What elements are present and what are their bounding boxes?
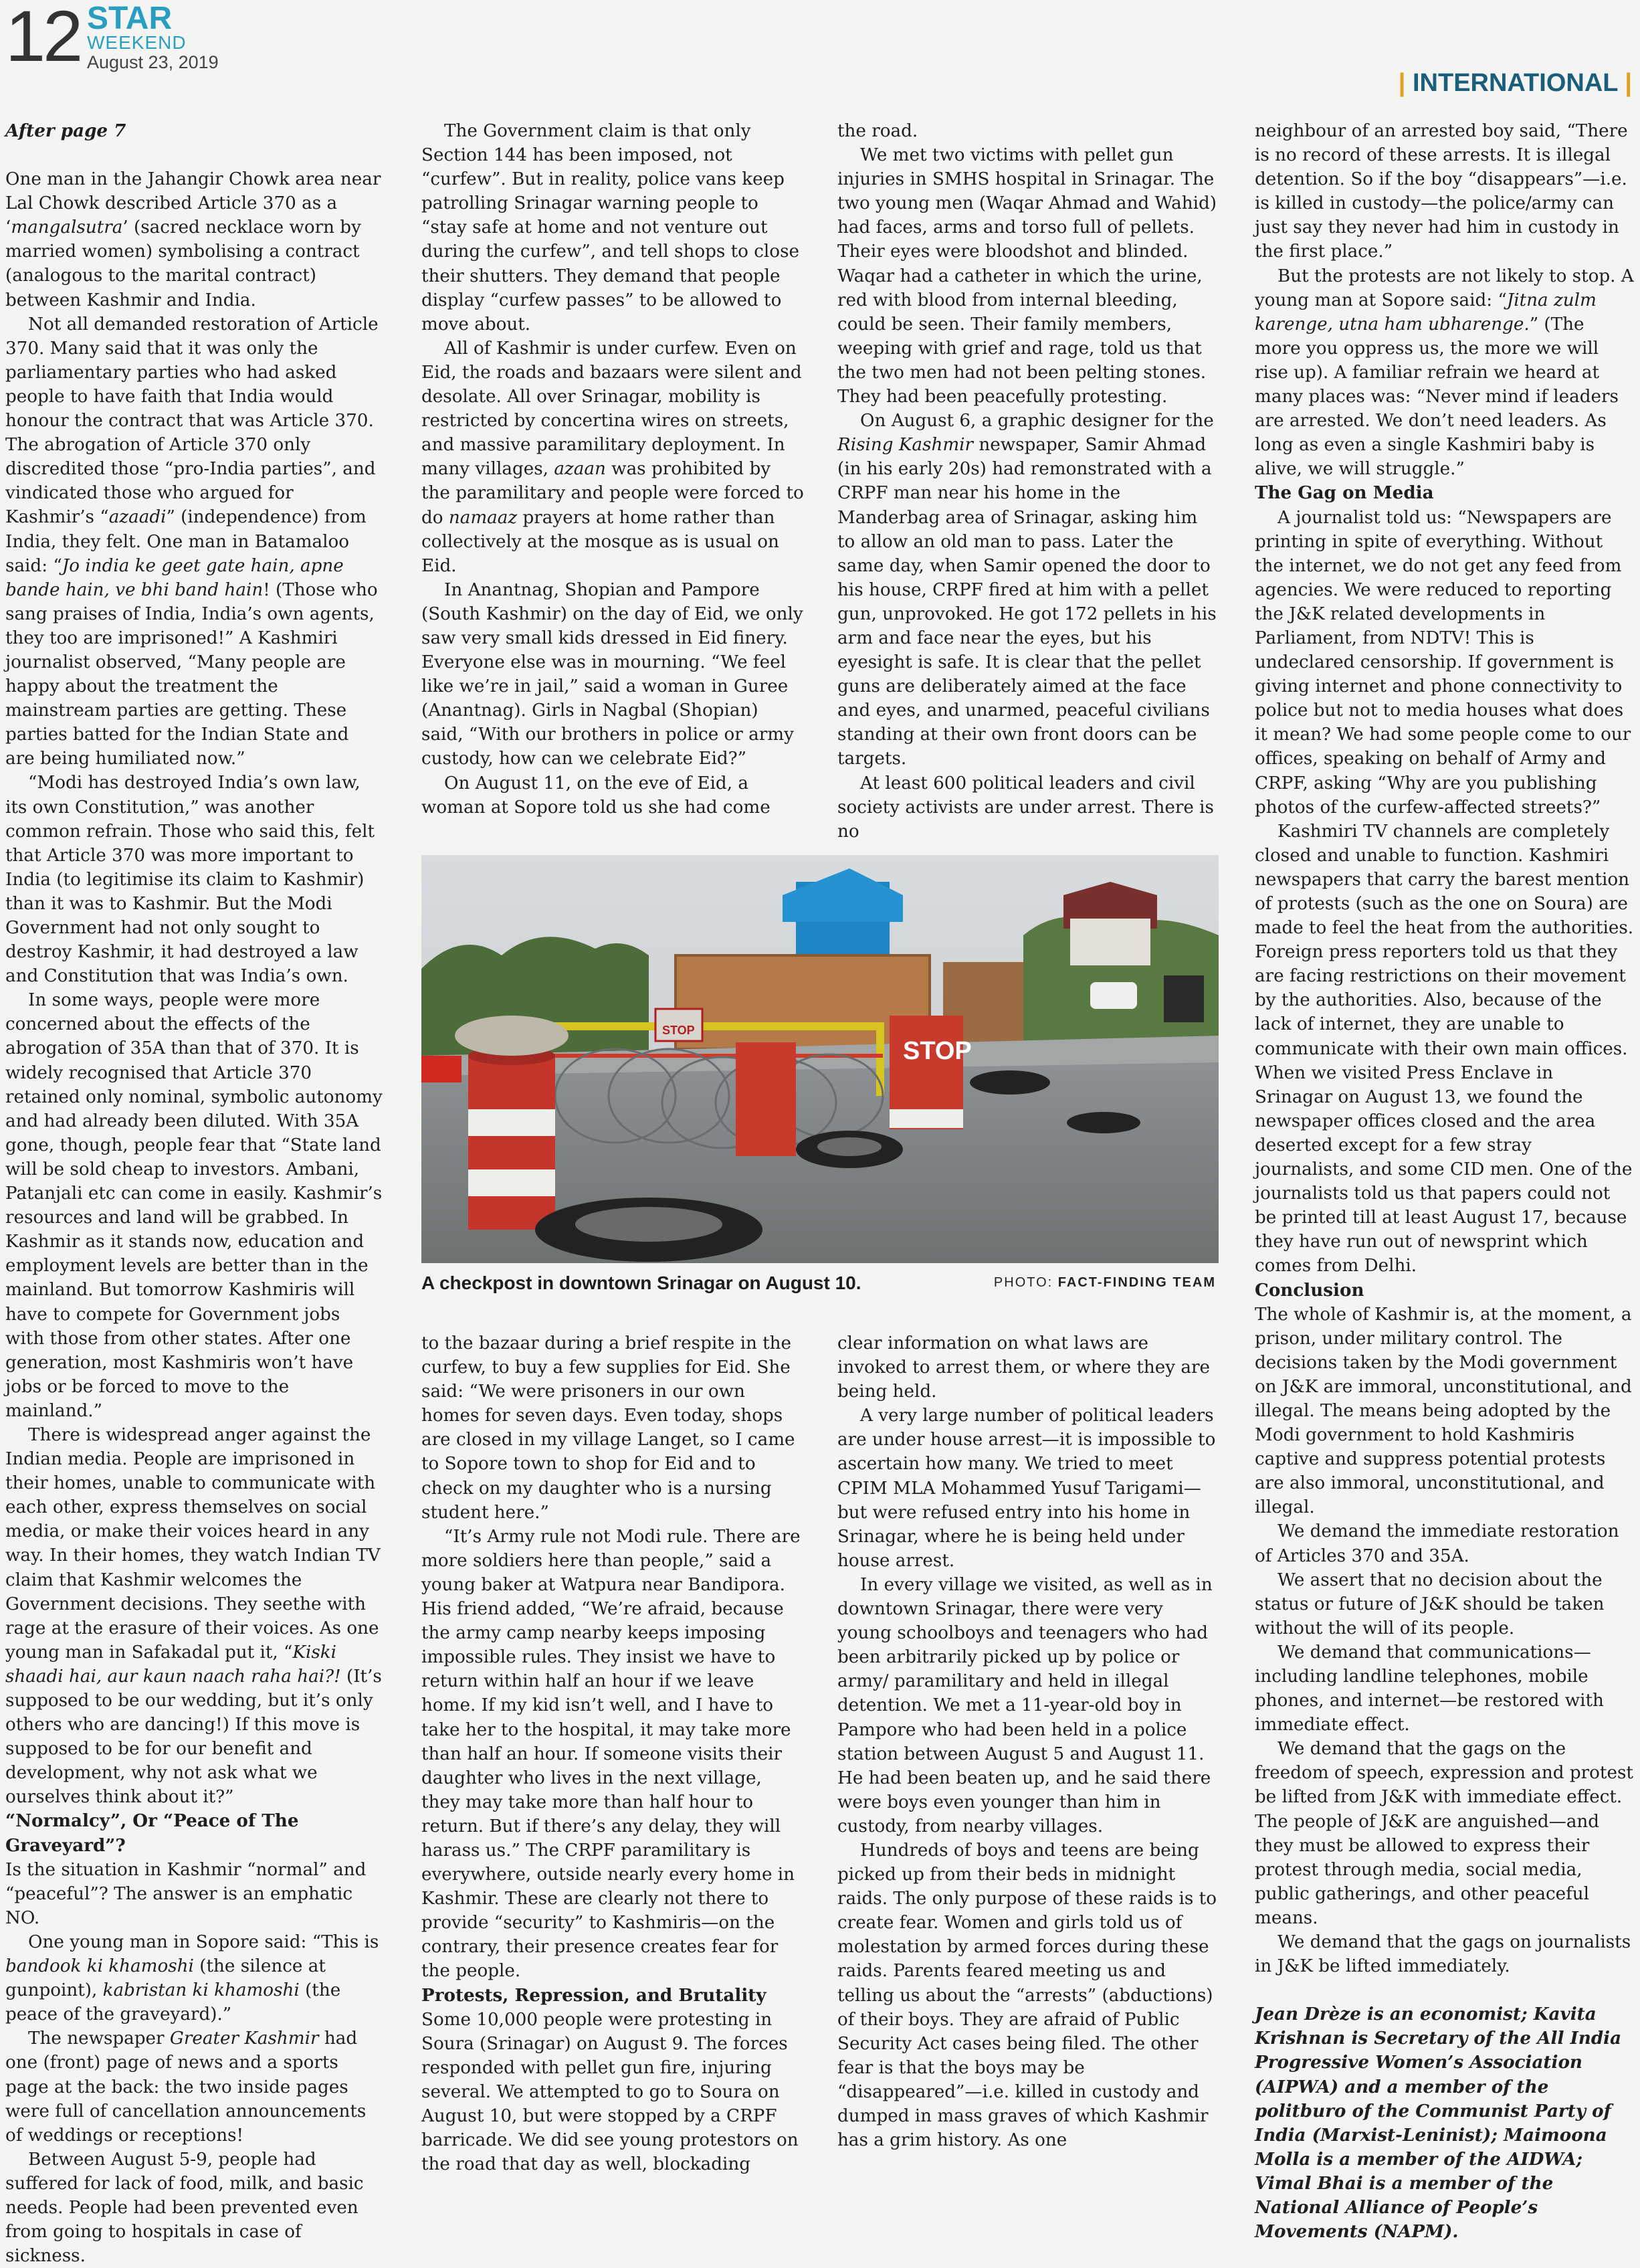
paragraph: One man in the Jahangir Chowk area near Lal Chowk described Article 370 as a ‘mangalsutra’ (sacred necklace worn by married women) symbolising a contract (analogous to the marital contract) between Kashmir and India. [5, 169, 381, 310]
stop-sign-text: STOP [903, 1037, 972, 1065]
checkpost-illustration [421, 855, 1219, 1263]
paragraph: There is widespread anger against the Indian media. People are imprisoned in their homes, unable to communicate with each other, express themselves on social media, or make their voices heard in any way. In their homes, they watch Indian TV claim that Kashmir welcomes the Government decisions. They seethe with rage at the erasure of their voices. As one young man in Safakadal put it, “Kiski shaadi hai, aur kaun naach raha hai?! (It’s supposed to be our wedding, but it’s only others who are dancing!) If this move is supposed to be for our benefit and development, why not ask what we ourselves think about it?” [5, 1424, 382, 1808]
paragraph: We demand that the gags on the freedom of speech, expression and protest be lifted from J&K with immediate effect. The people of J&K are anguished—and they must be allowed to express their protest through media, social media, public gatherings, and other peaceful means. [1255, 1739, 1633, 1928]
subheading: Conclusion [1255, 1279, 1364, 1301]
subheading: Protests, Repression, and Brutality [421, 1984, 766, 2006]
article-column-3-top [837, 119, 1219, 844]
paragraph: In every village we visited, as well as in downtown Srinagar, there were very young schoolboys and teenagers who had been arbitrarily picked up by police or army/ paramilitary and held in illegal detention. We met a 11-year-old boy in Pampore who had been held in a police station between August 5 and August 11. He had been beaten up, and he said there were boys even younger than him in custody, from nearby villages. [837, 1574, 1213, 1836]
paragraph: We demand that communications—including landline telephones, mobile phones, and internet—be restored with immediate effect. [1255, 1642, 1604, 1735]
paragraph: Not all demanded restoration of Article 370. Many said that it was only the parliamentary parties who had asked people to have faith that India would honour the contract that was Article 370. The abrogation of Article 370 only discredited those “pro-India parties”, and vindicated those who argued for Kashmir’s “azaadi” (independence) from India, they felt. One man in Batamaloo said: “Jo india ke geet gate hain, apne bande hain, ve bhi band hain! (Those who sang praises of India, India’s own agents, they too are imprisoned!” A Kashmiri journalist observed, “Many people are happy about the treatment the mainstream parties are getting. These parties batted for the Indian State and are being humiliated now.” [5, 314, 379, 769]
paragraph: At least 600 political leaders and civil society activists are under arrest. There is no [837, 773, 1214, 842]
section-label: | INTERNATIONAL | [1398, 69, 1632, 97]
paragraph: On August 11, on the eve of Eid, a woman at Sopore told us she had come [421, 773, 771, 818]
paragraph: Between August 5-9, people had suffered for lack of food, milk, and basic needs. People had been prevented even from going to hospitals in case of sickness. [5, 2149, 364, 2267]
paragraph: “It’s Army rule not Modi rule. There are more soldiers here than people,” said a young baker at Watpura near Bandipora. His friend added, “We’re afraid, because the army camp nearby keeps imposing impossible rules. They insist we have to return within half an hour if we leave home. If my kid isn’t well, and I have to take her to the hospital, it may take more than half an hour. If someone visits their daughter who lives in the next village, they may take more than half hour to return. But if there’s any delay, they will harass us.” The CRPF paramilitary is everywhere, outside nearly every home in Kashmir. These are clearly not there to provide “security” to Kashmiris—on the contrary, their presence creates fear for the people. [421, 1526, 801, 1982]
paragraph: On August 6, a graphic designer for the Rising Kashmir newspaper, Samir Ahmad (in his early 20s) had remonstrated with a CRPF man near his home in the Manderbag area of Srinagar, asking him to allow an old man to pass. Later the same day, when Samir opened the door to his house, CRPF fired at him with a pellet gun, unprovoked. He got 172 pellets in his arm and face near the eyes, but his eyesight is safe. It is clear that the pellet guns are deliberately aimed at the face and eyes, and unarmed, peaceful civilians standing at their own front doors can be targets. [837, 411, 1217, 769]
paragraph: A very large number of political leaders are under house arrest—it is impossible to ascertain how many. We tried to meet CPIM MLA Mohammed Yusuf Tarigami—but were refused entry into his home in Srinagar, where he is being held under house arrest. [837, 1406, 1216, 1571]
paragraph: We met two victims with pellet gun injuries in SMHS hospital in Srinagar. The two young men (Waqar Ahmad and Wahid) had faces, arms and torso full of pellets. Their eyes were bloodshot and blinded. Waqar had a catheter in which the urine, red with blood from internal bleeding, could be seen. Their family members, weeping with grief and rage, told us that the two men had not been pelting stones. They had been peacefully protesting. [837, 145, 1217, 407]
paragraph: All of Kashmir is under curfew. Even on Eid, the roads and bazaars were silent and desolate. All over Srinagar, mobility is restricted by concertina wires on streets, and massive paramilitary deployment. In many villages, azaan was prohibited by the paramilitary and people were forced to do namaaz prayers at home rather than collectively at the mosque as is usual on Eid. [421, 338, 804, 576]
paragraph: Some 10,000 people were protesting in Soura (Srinagar) on August 9. The forces responded with pellet gun fire, injuring several. We attempted to go to Soura on August 10, but were stopped by a CRPF barricade. We did see young protestors on the road that day as well, blockading [421, 2009, 799, 2175]
photo-caption-row [421, 1271, 1219, 1295]
brand-logo: STAR [87, 1, 173, 36]
paragraph: The whole of Kashmir is, at the moment, a prison, under military control. The decisions taken by the Modi government on J&K are immoral, unconstitutional, and illegal. The means being adopted by the Modi government to hold Kashmiris captive and suppress potential protests are also immoral, unconstitutional, and illegal. [1255, 1304, 1632, 1518]
paragraph: We demand the immediate restoration of Articles 370 and 35A. [1255, 1521, 1619, 1566]
paragraph: Is the situation in Kashmir “normal” and “peaceful”? The answer is an emphatic NO. [5, 1859, 367, 1928]
paragraph: Kashmiri TV channels are completely closed and unable to function. Kashmiri newspapers that carry the barest mention of protests (such as the one on Soura) are made to feel the heat from the authorities. Foreign press reporters told us that they are facing restrictions on their movement by the authorities. Also, because of the lack of internet, they are unable to communicate with their own main offices. When we visited Press Enclave in Srinagar on August 13, we found the newspaper offices closed and the area deserted except for a few stray journalists, and some CID men. One of the journalists told us that papers could not be printed till at least August 17, because they have run out of newsprint which comes from Delhi. [1255, 821, 1634, 1277]
paragraph: to the bazaar during a brief respite in the curfew, to buy a few supplies for Eid. She said: “We were prisoners in our own homes for seven days. Even today, shops are closed in my village Langet, so I came to Sopore town to shop for Eid and to check on my daughter who is a nursing student here.” [421, 1333, 795, 1523]
stop-board-text: STOP [662, 1024, 695, 1037]
brand-subtitle: WEEKEND [87, 32, 187, 53]
paragraph: In Anantnag, Shopian and Pampore (South Kashmir) on the day of Eid, we only saw very small kids dressed in Eid finery. Everyone else was in mourning. “We feel like we’re in jail,” said a woman in Guree (Anantnag). Girls in Nagbal (Shopian) said, “With our brothers in police or army custody, how can we celebrate Eid?” [421, 579, 803, 769]
article-column-2-bottom [421, 1331, 804, 2176]
section-name: INTERNATIONAL [1412, 69, 1618, 97]
paragraph: the road. [837, 121, 918, 141]
subheading: “Normalcy”, Or “Peace of The Graveyard”? [5, 1810, 299, 1856]
page-number: 12 [5, 0, 81, 76]
paragraph: neighbour of an arrested boy said, “There is no record of these arrests. It is illegal detention. So if the boy “disappears”—i.e. is killed in custody—the police/army can just say they never had him in custody in the first place.” [1255, 121, 1628, 262]
subheading: The Gag on Media [1255, 482, 1434, 504]
photo-caption: A checkpost in downtown Srinagar on August 10. [421, 1272, 861, 1293]
paragraph: The Government claim is that only Section 144 has been imposed, not “curfew”. But in reality, police vans keep patrolling Srinagar warning people to “stay safe at home and not venture out during the curfew”, and tell shops to close their shutters. They demand that people display “curfew passes” to be allowed to move about. [421, 121, 800, 335]
article-column-3-bottom [837, 1331, 1219, 2152]
article-column-2-top [421, 119, 804, 820]
issue-date: August 23, 2019 [87, 52, 219, 72]
paragraph: One young man in Sopore said: “This is bandook ki khamoshi (the silence at gunpoint), kabristan ki khamoshi (the peace of the graveyard).” [5, 1931, 379, 2025]
paragraph: In some ways, people were more concerned about the effects of the abrogation of 35A than that of 370. It is widely recognised that Article 370 retained only nominal, symbolic autonomy and had already been diluted. With 35A gone, though, people fear that “State land will be sold cheap to investors. Ambani, Patanjali etc can come in easily. Kashmir’s resources and land will be grabbed. In Kashmir as it stands now, education and employment levels are better than in the mainland. But tomorrow Kashmiris will have to compete for Government jobs with those from other states. After one generation, most Kashmiris won’t have jobs or be forced to move to the mainland.” [5, 990, 383, 1421]
article-column-1 [5, 119, 383, 2268]
author-byline: Jean Drèze is an economist; Kavita Krishnan is Secretary of the All India Progressive Women’s Association (AIPWA) and a member of the politburo of the Communist Party of India (Marxist-Leninist); Maimoona Molla is a member of the AIDWA; Vimal Bhai is a member of the National Alliance of People’s Movements (NAPM). [1255, 2004, 1622, 2243]
kicker: After page 7 [5, 120, 126, 141]
paragraph: We assert that no decision about the status or future of J&K should be taken without the will of its people. [1255, 1570, 1605, 1638]
paragraph: But the protests are not likely to stop. A young man at Sopore said: “Jitna zulm karenge, utna ham ubharenge.” (The more you oppress us, the more we will rise up). A familiar refrain we heard at many places was: “Never mind if leaders are arrested. We don’t need leaders. As long as even a single Kashmiri baby is alive, we will struggle.” [1255, 266, 1634, 480]
paragraph: “Modi has destroyed India’s own law, its own Constitution,” was another common refrain. Those who said this, felt that Article 370 was more important to India (to legitimise its claim to Kashmir) than it was to Kashmir. But the Modi Government had not only sought to destroy Kashmir, it had destroyed a law and Constitution that was India’s own. [5, 773, 375, 987]
article-column-4 [1255, 119, 1635, 2244]
checkpost-photo [421, 855, 1219, 1263]
paragraph: The newspaper Greater Kashmir had one (front) page of news and a sports page at the back: the two inside pages were full of cancellation announcements of weddings or receptions! [5, 2028, 367, 2146]
paragraph: We demand that the gags on journalists in J&K be lifted immediately. [1255, 1932, 1631, 1977]
paragraph: Hundreds of boys and teens are being picked up from their beds in midnight raids. The only purpose of these raids is to create fear. Women and girls told us of molestation by armed forces during these raids. Parents feared meeting us and telling us about the “arrests” (abductions) of their boys. They are afraid of Public Security Act cases being filed. The other fear is that the boys may be “disappeared”—i.e. killed in custody and dumped in mass graves of which Kashmir has a grim history. As one [837, 1840, 1217, 2151]
paragraph: clear information on what laws are invoked to arrest them, or where they are being held. [837, 1333, 1211, 1402]
paragraph: A journalist told us: “Newspapers are printing in spite of everything. Without the internet, we do not get any feed from agencies. We were reduced to reporting the J&K related developments in Parliament, from NDTV! This is undeclared censorship. If government is giving internet and phone connectivity to police but not to media houses what does it mean? We had some people come to our offices, speaking on behalf of Army and CRPF, asking “Why are you publishing photos of the curfew-affected streets?” [1255, 507, 1631, 818]
photo-credit: PHOTO: FACT-FINDING TEAM [993, 1275, 1216, 1290]
